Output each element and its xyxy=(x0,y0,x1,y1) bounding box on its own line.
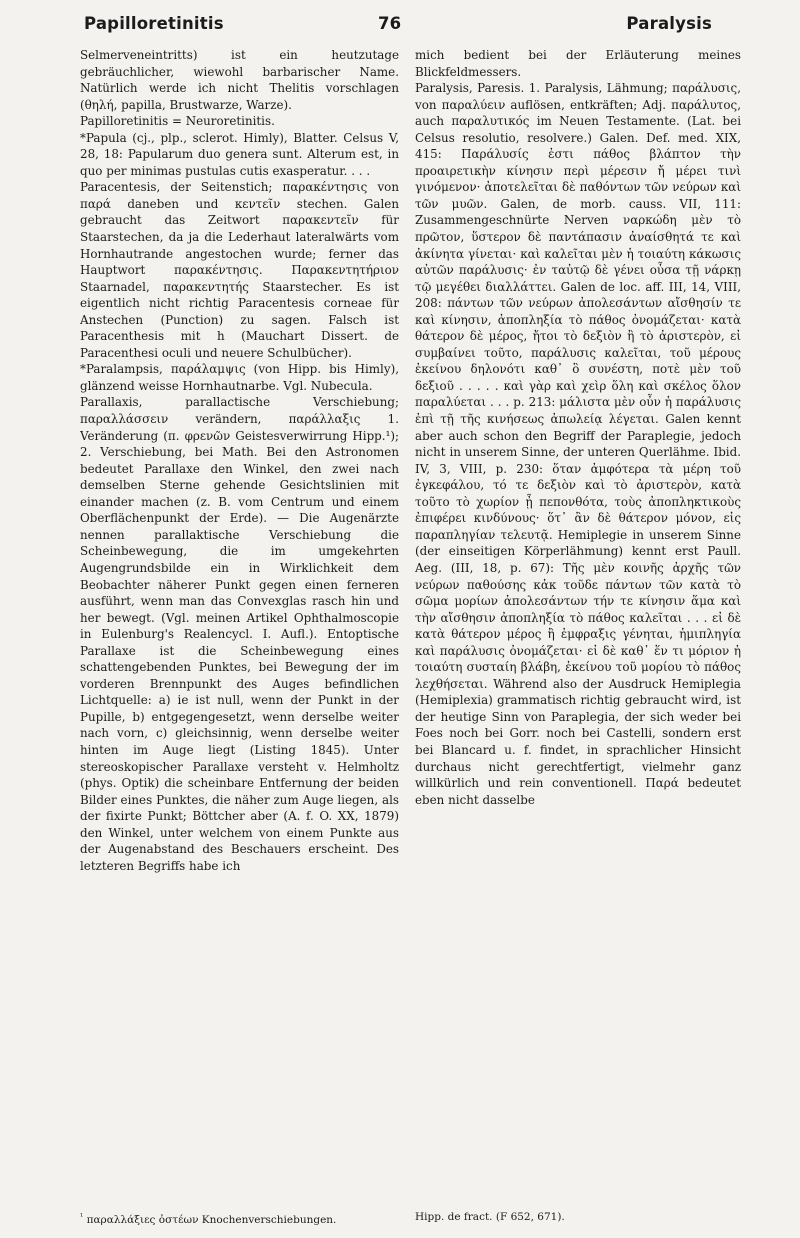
header-left-keyword: Papilloretinitis xyxy=(84,14,224,33)
paragraph: Selmerveneintritts) ist ein heutzutage gebräuchlicher, wiewohl barbarischer Name. Natürlich werde ich nicht Thelitis vorschlagen (θηλή, papilla, Brustwarze, Warze). xyxy=(80,48,399,112)
left-text-column xyxy=(80,47,399,1205)
entry-parallaxis: Parallaxis, parallactische Verschiebung; παραλλάσσειν verändern, παράλλαξις 1. Veränderung (π. φρενῶν Geistesverwirrung Hipp.¹); 2. Verschiebung, bei Math. Bei den Astronomen bedeutet Parallaxe den Winkel, den zwei nach demselben Sterne gehende Gesichtslinien mit einander machen (z. B. vom Centrum und einem Oberflächenpunkt der Erde). — Die Augenärzte nennen parallaktische Verschiebung die Scheinbewegung, die im umgekehrten Augengrundsbilde ein in Wirklichkeit dem Beobachter näherer Punkt gegen einen ferneren ausführt, wenn man das Convexglas rasch hin und her bewegt. (Vgl. meinen Artikel Ophthalmoscopie in Eulenburg's Realencycl. I. Aufl.). Entoptische Parallaxe ist die Scheinbewegung eines schattengebenden Punktes, bei Bewegung der im vorderen Brennpunkt des Auges befindlichen Lichtquelle: a) ie ist null, wenn der Punkt in der Pupille, b) entgegengesetzt, wenn derselbe weiter nach vorn, c) gleichsinnig, wenn derselbe weiter hinten im Auge liegt (Listing 1845). Unter stereoskopischer Parallaxe versteht v. Helmholtz (phys. Optik) die scheinbare Entfernung der beiden Bilder eines Punktes, die näher zum Auge liegen, als der fixirte Punkt; Böttcher aber (A. f. O. XX, 1879) den Winkel, unter welchem von einem Punkte aus der Augenabstand des Beschauers erscheint. Des letzteren Begriffs habe ich xyxy=(80,395,399,873)
running-header xyxy=(0,14,800,40)
page-number: 76 xyxy=(378,14,402,33)
header-right-keyword: Paralysis xyxy=(626,14,712,33)
right-text-column xyxy=(415,47,741,1205)
entry-paralampsis: *Paralampsis, παράλαμψις (von Hipp. bis Himly), glänzend weisse Hornhautnarbe. Vgl. Nubecula. xyxy=(80,362,399,393)
footnote xyxy=(80,1210,415,1227)
entry-papula: *Papula (cj., plp., sclerot. Himly), Blatter. Celsus V, 28, 18: Papularum duo genera sunt. Alterum est, in quo per minimas pustulas cutis exasperatur. . . . xyxy=(80,130,399,178)
entry-papilloretinitis: Papilloretinitis = Neuroretinitis. xyxy=(80,114,275,129)
paragraph: mich bedient bei der Erläuterung meines Blickfeldmessers. xyxy=(415,48,741,79)
entry-paracentesis: Paracentesis, der Seitenstich; παρακέντησις von παρά daneben und κεντεῖν stechen. Galen gebraucht das Zeitwort παρακεντεῖν für Staarstechen, da ja die Lederhaut lateralwärts vom Hornhautrande angestochen wurde; ferner das Hauptwort παρακέντησις. Παρακεντητήριον Staarnadel, παρακεντητής Staarstecher. Es ist eigentlich nicht richtig Paracentesis corneae für Anstechen (Punction) zu sagen. Falsch ist Paracenthesis mit h (Mauchart Dissert. de Paracenthesi oculi und neuere Schulbücher). xyxy=(80,180,399,360)
footnote-marker: ¹ xyxy=(80,1212,84,1221)
entry-paralysis: Paralysis, Paresis. 1. Paralysis, Lähmung; παράλυσις, von παραλύειν auflösen, entkräften; Adj. παράλυτος, auch παραλυτικός im Neuen Testamente. (Lat. bei Celsus resolutio, resolvere.) Galen. Def. med. XIX, 415: Παράλυσίς ἐστι πάθος βλάπτον τὴν προαιρετικὴν κίνησιν περὶ μέρεσιν ἤ μέρει τινὶ γινόμενον· ἀποτελεῖται δὲ παθόντων τῶν νεύρων καὶ τῶν μυῶν. Galen, de morb. causs. VII, 111: Zusammengeschnürte Nerven ναρκώδη μὲν τὸ πρῶτον, ὕστερον δὲ παντάπασιν ἀναίσθητά τε καὶ ἀκίνητα γίνεται· καὶ καλεῖται μὲν ἡ τοιαύτη κάκωσις αὐτῶν παράλυσις· ἐν ταὐτῷ δὲ γένει οὖσα τῇ νάρκῃ τῷ μεγέθει διαλλάττει. Galen de loc. aff. III, 14, VIII, 208: πάντων τῶν νεύρων ἀπολεσάντων αἴσθησίν τε καὶ κίνησιν, ἀποπληξία τὸ πάθος ὀνομάζεται· κατὰ θάτερον δὲ μέρος, ἤτοι τὸ δεξιὸν ἢ τὸ ἀριστερὸν, εἰ συμβαίνει τοῦτο, παράλυσις καλεῖται, τοῦ μέρους ἐκείνου δηλονότι καθ᾽ ὃ συνέστη, ποτὲ μὲν τοῦ δεξιοῦ . . . . . καὶ γὰρ καὶ χεὶρ ὅλη καὶ σκέλος ὅλον παραλύεται . . . p. 213: μάλιστα μὲν οὖν ἡ παράλυσις ἐπὶ τῇ τῆς κινήσεως ἀπωλείᾳ λέγεται. Galen kennt aber auch schon den Begriff der Paraplegie, jedoch nicht in unserem Sinne, der unteren Querlähme. Ibid. IV, 3, VIII, p. 230: ὅταν ἀμφότερα τὰ μέρη τοῦ ἐγκεφάλου, τό τε δεξιὸν καὶ τὸ ἀριστερὸν, κατὰ τοῦτο τὸ χωρίον ᾖ πεπονθότα, τοὺς ἀποπληκτικοὺς ἐπιφέρει κινδύνους· ὅτ᾽ ἂν δὲ θάτερον μόνον, εἰς παραπληγίαν τελευτᾷ. Hemiplegie in unserem Sinne (der einseitigen Körperlähmung) kennt erst Paull. Aeg. (III, 18, p. 67): Τῆς μὲν κοινῆς ἀρχῆς τῶν νεύρων παθούσης κἀκ τοῦδε πάντων τῶν κατὰ τὸ σῶμα μορίων ἀπολεσάντων τήν τε κίνησιν ἅμα καὶ τὴν αἴσθησιν ἀποπληξία τὸ πάθος καλεῖται . . . εἰ δὲ κατὰ θάτερον μέρος ἢ ἐμφραξις γένηται, ἡμιπληγία καὶ παράλυσις ὀνομάζεται· εἰ δὲ καθ᾽ ἕν τι μόριον ἡ τοιαύτη συσταίη βλάβη, ἐκείνου τοῦ μορίου τὸ πάθος λεχθήσεται. Während also der Ausdruck Hemiplegia (Hemiplexia) grammatisch richtig gebraucht wird, ist der heutige Sinn von Paraplegia, der sich weder bei Foes noch bei Gorr. noch bei Castelli, sondern erst bei Blancard u. f. findet, in sprachlicher Hinsicht durchaus nicht gerechtfertigt, vielmehr ganz willkürlich und rein conventionell. Παρά bedeutet eben nicht dasselbe xyxy=(415,81,741,807)
footnote-reference: Hipp. de fract. (F 652, 671). xyxy=(415,1211,565,1223)
footnote-text: παραλλάξιες ὀστέων Knochenverschiebungen. xyxy=(86,1214,337,1226)
